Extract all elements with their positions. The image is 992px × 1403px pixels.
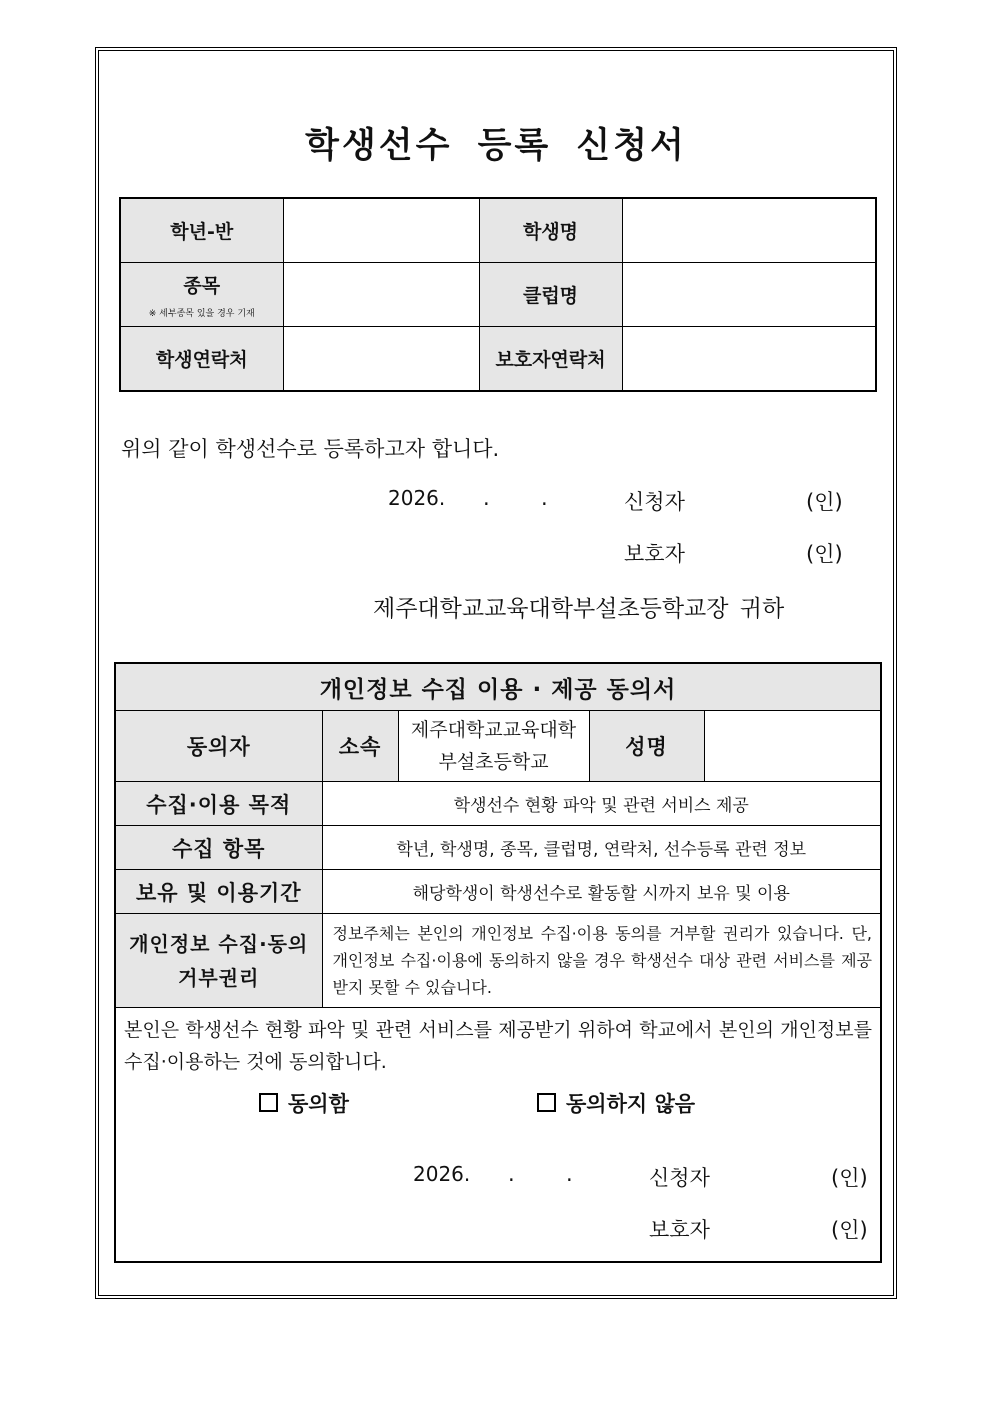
guardian-seal: (인): [806, 542, 843, 566]
agreement-text: 본인은 학생선수 현황 파악 및 관련 서비스를 제공받기 위하여 학교에서 본인의 개인정보를 수집·이용하는 것에 동의합니다.: [124, 1019, 872, 1073]
club-name-label: 클럽명: [479, 263, 622, 327]
guardian-contact-field[interactable]: [622, 327, 876, 392]
consent-date-dot-month: .: [508, 1162, 515, 1186]
consent-heading: 개인정보 수집 이용 · 제공 동의서: [115, 663, 881, 711]
retention-value: 해당학생이 학생선수로 활동할 시까지 보유 및 이용: [322, 870, 881, 914]
applicant-seal: (인): [806, 490, 843, 514]
agree-checkbox[interactable]: [259, 1093, 278, 1112]
addressee: 제주대학교교육대학부설초등학교장 귀하: [373, 596, 785, 622]
agree-option[interactable]: [259, 1088, 349, 1118]
applicant-label: 신청자: [624, 490, 685, 514]
affiliation-line-1: 제주대학교교육대학: [410, 719, 577, 741]
refusal-label-line-2: 거부권리: [178, 965, 260, 990]
refusal-label: [115, 914, 322, 1008]
student-name-field[interactable]: [622, 198, 876, 263]
student-contact-field[interactable]: [283, 327, 479, 392]
grade-class-label: 학년-반: [120, 198, 283, 263]
consenter-label: 동의자: [115, 711, 322, 782]
statement: 위의 같이 학생선수로 등록하고자 합니다.: [121, 437, 500, 461]
date-year: 2026.: [388, 486, 446, 510]
purpose-label: 수집·이용 목적: [115, 782, 322, 826]
name-field[interactable]: [704, 711, 881, 782]
disagree-option[interactable]: [537, 1088, 695, 1118]
club-name-field[interactable]: [622, 263, 876, 327]
affiliation-label: 소속: [322, 711, 398, 782]
sport-note: ※ 세부종목 있을 경우 기재: [148, 308, 255, 319]
consent-date-year: 2026.: [413, 1162, 471, 1186]
guardian-contact-label: 보호자연락처: [479, 327, 622, 392]
consent-guardian-label: 보호자: [649, 1218, 710, 1242]
disagree-checkbox[interactable]: [537, 1093, 556, 1112]
guardian-label: 보호자: [624, 542, 685, 566]
refusal-value: 정보주체는 본인의 개인정보 수집·이용 동의를 거부할 권리가 있습니다. 단, 개인정보 수집·이용에 동의하지 않을 경우 학생선수 대상 관련 서비스를 제공받지 못할 수 있습니다.: [322, 914, 881, 1008]
affiliation-value: [398, 711, 589, 782]
agree-option-label: 동의함: [288, 1092, 349, 1116]
sport-label-cell: [120, 263, 283, 327]
affiliation-line-2: 부설초등학교: [438, 751, 549, 773]
student-contact-label: 학생연락처: [120, 327, 283, 392]
refusal-label-line-1: 개인정보 수집·동의: [129, 931, 309, 956]
purpose-value: 학생선수 현황 파악 및 관련 서비스 제공: [322, 782, 881, 826]
consent-table: [114, 662, 882, 1263]
consent-applicant-seal: (인): [831, 1166, 868, 1190]
registration-table: [119, 197, 877, 392]
consent-date-dot-day: .: [566, 1162, 573, 1186]
agreement-section: [115, 1008, 881, 1263]
items-label: 수집 항목: [115, 826, 322, 870]
retention-label: 보유 및 이용기간: [115, 870, 322, 914]
sport-field[interactable]: [283, 263, 479, 327]
items-value: 학년, 학생명, 종목, 클럽명, 연락처, 선수등록 관련 정보: [322, 826, 881, 870]
date-dot-month: .: [483, 486, 490, 510]
sport-label: 종목: [183, 274, 221, 297]
student-name-label: 학생명: [479, 198, 622, 263]
date-dot-day: .: [541, 486, 548, 510]
name-label: 성명: [589, 711, 704, 782]
grade-class-field[interactable]: [283, 198, 479, 263]
consent-applicant-label: 신청자: [649, 1166, 710, 1190]
disagree-option-label: 동의하지 않음: [566, 1092, 696, 1116]
consent-guardian-seal: (인): [831, 1218, 868, 1242]
document-title: 학생선수 등록 신청서: [305, 126, 687, 166]
